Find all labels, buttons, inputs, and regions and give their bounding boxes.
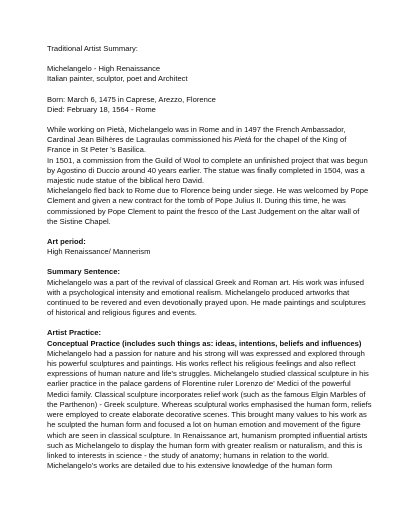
bio-paragraph-2: In 1501, a commission from the Guild of Wool to complete an unfinished project that was begun by Agostino di Duccio around 40 years earlier. The statue was finally completed in 1504, was a majestic nude statue of the biblical hero David. [47, 155, 368, 186]
born-line: Born: March 6, 1475 in Caprese, Arezzo, Florence [47, 94, 216, 104]
art-period-value: High Renaissance/ Mannerism [47, 247, 151, 257]
summary-label: Summary Sentence: [47, 267, 121, 277]
conceptual-practice-label: Conceptual Practice (includes such things as: ideas, intentions, beliefs and influences) [47, 338, 362, 348]
artist-practice-label: Artist Practice: [47, 328, 102, 338]
artist-name-line: Michelangelo - High Renaissance [47, 64, 161, 74]
art-period-label: Art period: [47, 237, 86, 247]
bio-paragraph-1 [47, 125, 372, 156]
conceptual-practice-text: Michelangelo had a passion for nature and his strong will was expressed and explored through his powerful sculptures and paintings. His works reflect his religious feelings and also reflect expressions of human nature and life's struggles. Michelangelo studied classical sculpture in his earlier practice in the palace gardens of Florentine ruler Lorenzo de' Medici of the powerful Medici family. Classical sculpture incorporates relief work (such as the famous Elgin Marbles of the Parthenon) - Greek sculpture. Whereas sculptural works emphasised the human form, reliefs were employed to create elaborate decorative scenes. This brought many values to his work as he sculpted the human form and focused a lot on human emotion and movement of the figure which are seen in classical sculpture. In Renaissance art, humanism prompted influential artists such as Michelangelo to display the human form with greater realism or naturalism, and this is linked to interests in science - the study of anatomy; humans in relation to the world. Michelangelo's works are detailed due to his extensive knowledge of the human form [47, 348, 372, 471]
artist-roles-line: Italian painter, sculptor, poet and Architect [47, 74, 188, 84]
bio-paragraph-3: Michelangelo fled back to Rome due to Florence being under siege. He was welcomed by Pope Clement and given a new contract for the tomb of Pope Julius II. During this time, he was commissioned by Pope Clement to paint the fresco of the Last Judgement on the altar wall of the Sistine Chapel. [47, 186, 369, 226]
document-heading: Traditional Artist Summary: [47, 44, 138, 53]
bio-p1-italic-title: Pietà [234, 135, 252, 145]
summary-text: Michelangelo was a part of the revival of classical Greek and Roman art. His work was infused with a psychological intensity and emotional realism. Michelangelo produced artworks that continued to be revered and even devotionally prayed upon. He made paintings and sculptures of historical and religious figures and events. [47, 277, 366, 318]
bio-p1-text-b: for the chapel of the King of France in St Peter 's Basilica. [47, 135, 347, 155]
bio-p1-text-a: While working on Pietà, Michelangelo was in Rome and in 1497 the French Ambassador, Cardinal Jean Bilhères de Lagraulas commissioned his [47, 125, 346, 145]
died-line: Died: February 18, 1564 - Rome [47, 104, 156, 114]
